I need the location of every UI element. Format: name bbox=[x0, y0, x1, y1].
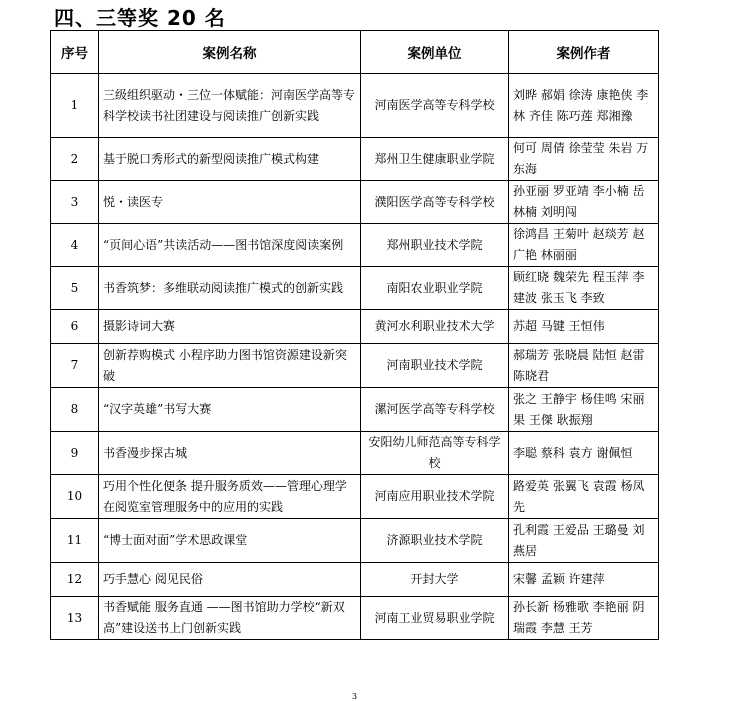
table-body bbox=[51, 74, 659, 640]
case-name: “页间心语”共读活动——图书馆深度阅读案例 bbox=[99, 224, 361, 267]
case-name: “汉字英雄”书写大赛 bbox=[99, 388, 361, 432]
table-row bbox=[51, 267, 659, 310]
case-unit: 郑州卫生健康职业学院 bbox=[361, 138, 509, 181]
case-unit: 河南职业技术学院 bbox=[361, 344, 509, 388]
row-number: 4 bbox=[51, 224, 99, 267]
case-name: 书香筑梦：多维联动阅读推广模式的创新实践 bbox=[99, 267, 361, 310]
case-unit: 开封大学 bbox=[361, 563, 509, 597]
header-number: 序号 bbox=[51, 31, 99, 74]
row-number: 9 bbox=[51, 432, 99, 475]
table-row bbox=[51, 432, 659, 475]
table-row bbox=[51, 563, 659, 597]
case-authors: 路爱英 张翼飞 袁霞 杨凤先 bbox=[509, 475, 659, 519]
case-authors: 苏超 马键 王恒伟 bbox=[509, 310, 659, 344]
page-number: 3 bbox=[352, 692, 358, 701]
header-case-name: 案例名称 bbox=[99, 31, 361, 74]
row-number: 3 bbox=[51, 181, 99, 224]
table-row bbox=[51, 74, 659, 138]
table-row bbox=[51, 475, 659, 519]
case-authors: 孙亚丽 罗亚靖 李小楠 岳林楠 刘明闯 bbox=[509, 181, 659, 224]
header-case-unit: 案例单位 bbox=[361, 31, 509, 74]
case-authors: 宋馨 孟颖 许建萍 bbox=[509, 563, 659, 597]
table-row bbox=[51, 597, 659, 640]
case-authors: 郝瑞芳 张晓晨 陆恒 赵雷 陈晓君 bbox=[509, 344, 659, 388]
table-header-row bbox=[51, 31, 659, 74]
case-name: 悦・读医专 bbox=[99, 181, 361, 224]
case-authors: 孙长新 杨雅歌 李艳丽 阴瑞霞 李慧 王芳 bbox=[509, 597, 659, 640]
row-number: 1 bbox=[51, 74, 99, 138]
case-name: 基于脱口秀形式的新型阅读推广模式构建 bbox=[99, 138, 361, 181]
case-unit: 河南应用职业技术学院 bbox=[361, 475, 509, 519]
case-unit: 河南工业贸易职业学院 bbox=[361, 597, 509, 640]
case-authors: 刘晔 郝娟 徐涛 康艳侠 李林 齐佳 陈巧莲 郑湘豫 bbox=[509, 74, 659, 138]
header-case-authors: 案例作者 bbox=[509, 31, 659, 74]
case-name: 书香漫步探古城 bbox=[99, 432, 361, 475]
case-unit: 漯河医学高等专科学校 bbox=[361, 388, 509, 432]
case-authors: 李聪 蔡科 袁方 谢佩恒 bbox=[509, 432, 659, 475]
case-authors: 徐鸿昌 王菊叶 赵琰芳 赵广艳 林丽丽 bbox=[509, 224, 659, 267]
row-number: 5 bbox=[51, 267, 99, 310]
row-number: 11 bbox=[51, 519, 99, 563]
case-name: 书香赋能 服务直通 ——图书馆助力学校“新双高”建设送书上门创新实践 bbox=[99, 597, 361, 640]
table-row bbox=[51, 344, 659, 388]
case-name: 创新荐购模式 小程序助力图书馆资源建设新突破 bbox=[99, 344, 361, 388]
case-unit: 郑州职业技术学院 bbox=[361, 224, 509, 267]
case-authors: 何可 周倩 徐莹莹 朱岩 万东海 bbox=[509, 138, 659, 181]
table-row bbox=[51, 138, 659, 181]
case-unit: 河南医学高等专科学校 bbox=[361, 74, 509, 138]
case-name: 巧手慧心 阅见民俗 bbox=[99, 563, 361, 597]
row-number: 12 bbox=[51, 563, 99, 597]
case-authors: 张之 王静宇 杨佳鸣 宋丽果 王傑 耿振翔 bbox=[509, 388, 659, 432]
row-number: 7 bbox=[51, 344, 99, 388]
row-number: 6 bbox=[51, 310, 99, 344]
row-number: 2 bbox=[51, 138, 99, 181]
row-number: 8 bbox=[51, 388, 99, 432]
case-unit: 济源职业技术学院 bbox=[361, 519, 509, 563]
case-unit: 安阳幼儿师范高等专科学校 bbox=[361, 432, 509, 475]
row-number: 13 bbox=[51, 597, 99, 640]
case-name: 摄影诗词大赛 bbox=[99, 310, 361, 344]
table-row bbox=[51, 310, 659, 344]
table-row bbox=[51, 181, 659, 224]
case-authors: 孔利霞 王爱品 王璐曼 刘燕居 bbox=[509, 519, 659, 563]
case-unit: 南阳农业职业学院 bbox=[361, 267, 509, 310]
case-name: “博士面对面”学术思政课堂 bbox=[99, 519, 361, 563]
case-name: 巧用个性化便条 提升服务质效——管理心理学在阅览室管理服务中的应用的实践 bbox=[99, 475, 361, 519]
case-name: 三级组织驱动・三位一体赋能：河南医学高等专科学校读书社团建设与阅读推广创新实践 bbox=[99, 74, 361, 138]
table-row bbox=[51, 224, 659, 267]
case-unit: 黄河水利职业技术大学 bbox=[361, 310, 509, 344]
section-heading: 四、三等奖 20 名 bbox=[54, 6, 226, 30]
row-number: 10 bbox=[51, 475, 99, 519]
case-unit: 濮阳医学高等专科学校 bbox=[361, 181, 509, 224]
awards-table bbox=[50, 30, 659, 640]
table-row bbox=[51, 519, 659, 563]
table-row bbox=[51, 388, 659, 432]
case-authors: 顾红晓 魏荣先 程玉萍 李建波 张玉飞 李致 bbox=[509, 267, 659, 310]
